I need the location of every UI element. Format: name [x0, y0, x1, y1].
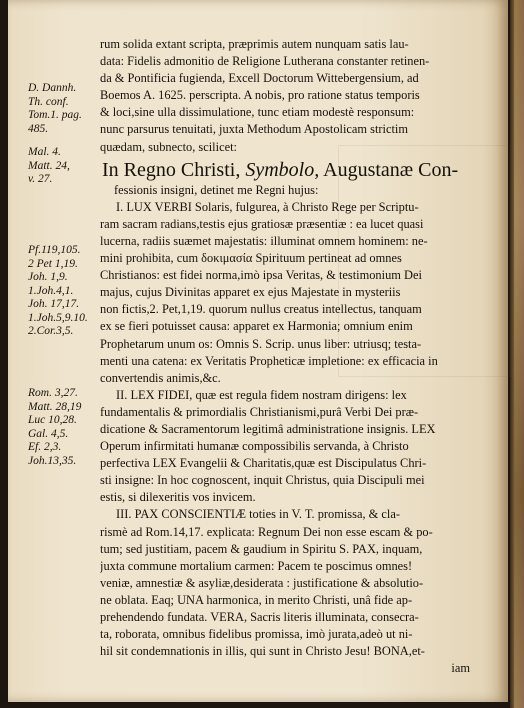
margin-ref: Tom.1. pag. [28, 109, 82, 121]
text-line: convertendis animis,&c. [100, 370, 221, 385]
text-line: I. LUX VERBI Solaris, fulgurea, à Christo Rege per Scriptu- [116, 199, 419, 214]
text-line: dicatione & Sacramentorum legitimâ administratione insignis. LEX [100, 421, 436, 436]
heading-continuation: fessionis insigni, detinet me Regni hujus: [114, 182, 319, 197]
text-line: hil sit condemnationis in illis, qui sunt in Christo Jesu! BONA,et- [100, 644, 425, 659]
section-pax-conscientiae [100, 506, 472, 660]
heading-prefix: In Regno Christi, [102, 158, 241, 181]
text-line: data: Fidelis admonitio de Religione Lutherana constanter retinen- [100, 54, 430, 69]
text-line: perfectiva LEX Evangelii & Charitatis,quæ est Discipulatus Chri- [100, 456, 427, 471]
catchword: iam [451, 661, 470, 676]
margin-ref: 1.Joh.4,1. [28, 284, 74, 297]
margin-ref: Matt. 28,19 [28, 400, 82, 413]
text-line: veniæ, amnestiæ & asyliæ,desiderata : justificatione & absolutio- [100, 575, 424, 590]
adjacent-page-edge [514, 0, 524, 708]
margin-notes-2 [28, 146, 98, 187]
text-line: Christianos: est fidei norma,imò ipsa Veritas, & testimonium Dei [100, 268, 422, 283]
text-line: juxta commune mortalium carmen: Pacem te poscimus omnes! [100, 558, 413, 573]
margin-notes-1 [28, 82, 98, 136]
margin-ref: D. Dannh. [28, 82, 77, 94]
section-heading [102, 158, 472, 182]
text-line: prehendendo fundata. VERA, Sacris literis illuminata, consecra- [100, 610, 419, 624]
text-line: ram sacram radians,testis ejus gratiosæ præsentiæ : ea lucet quasi [100, 216, 424, 231]
text-line: Operum infirmitati humanæ compossibilis servanda, à Christo [100, 439, 409, 454]
margin-ref: Gal. 4,5. [28, 427, 69, 440]
text-line: Boemos A. 1625. perscripta. A nobis, pro ratione status temporis [100, 88, 420, 103]
text-line: estis, si dilexeritis vos invicem. [100, 490, 256, 505]
section-lex-fidei [100, 387, 472, 507]
margin-ref: Rom. 3,27. [28, 387, 78, 399]
margin-ref: Matt. 24, [28, 159, 70, 172]
margin-ref: Th. conf. [28, 95, 69, 108]
margin-ref: Pf.119,105. [28, 244, 81, 256]
text-line: lucerna, radiis suæmet majestatis: illuminat omnem hominem: ne- [100, 233, 428, 248]
text-line: sti insigne: In hoc cognoscent, inquit Christus, quia Discipuli mei [100, 473, 425, 488]
text-line: menti una catena: ex Veritatis Propheticæ impletione: ex efficacia in [100, 353, 438, 368]
text-line: III. PAX CONSCIENTIÆ toties in V. T. promissa, & cla- [116, 507, 400, 522]
margin-ref: Joh. 1,9. [28, 271, 68, 283]
margin-ref: v. 27. [28, 173, 53, 185]
text-line: rum solida extant scripta, præprimis autem nunquam satis lau- [100, 37, 409, 51]
text-line: fundamentalis & primordialis Christianismi,purâ Verbi Dei præ- [100, 404, 419, 419]
text-line: mini prohibita, cum δοκιμασία Spirituum pertineat ad omnes [100, 251, 402, 266]
intro-paragraph [100, 36, 472, 156]
text-line: Prophetarum unum os: Omnis S. Scrip. unus liber: utriusq; testa- [100, 336, 422, 351]
text-line: ta, roborata, omnibus fidelibus promissa, imò jurata,adeò ut ni- [100, 627, 413, 642]
margin-ref: 2.Cor.3,5. [28, 325, 74, 337]
margin-ref: Joh.13,35. [28, 454, 77, 467]
margin-ref: 1.Joh.5,9.10. [28, 311, 88, 324]
margin-ref: 485. [28, 122, 49, 135]
main-text [100, 36, 472, 677]
text-line: non fictis,2. Pet,1,19. quorum nullus creatus intellectus, tanquam [100, 302, 422, 317]
text-line: da & Pontificia fugienda, Excell Doctorum Wittebergensium, ad [100, 71, 419, 86]
text-line: quædam, subnecto, scilicet: [100, 139, 237, 154]
text-line: ex se fieri potuisset causa: apparet ex Harmonia; omnium enim [100, 319, 413, 334]
margin-ref: Luc 10,28. [28, 414, 77, 426]
margin-ref: 2 Pet 1,19. [28, 257, 78, 270]
text-line: tum; sed justitiam, pacem & gaudium in Spiritu S. PAX, inquam, [100, 541, 423, 556]
section-lux-verbi [100, 199, 472, 387]
margin-notes-4 [28, 387, 98, 468]
margin-ref: Ef. 2,3. [28, 441, 62, 453]
margin-ref: Mal. 4. [28, 146, 61, 158]
text-line: ne oblata. Eaq; UNA harmonica, in merito Christi, unâ fide ap- [100, 592, 413, 607]
text-line: nunc parsurus tenuitati, juxta Methodum Apostolicam strictim [100, 122, 408, 137]
text-line: & loci,sine ulla dissimulatione, tunc etiam modestè responsum: [100, 105, 415, 120]
text-line: II. LEX FIDEI, quæ est regula fidem nostram dirigens: lex [116, 387, 407, 402]
text-line: majus, cujus Divinitas apparet ex ejus Majestate in mysteriis [100, 285, 401, 300]
heading-suffix: Augustanæ Con- [323, 158, 459, 181]
margin-notes-3 [28, 244, 98, 339]
text-line: rismè ad Rom.14,17. explicata: Regnum Dei non esse escam & po- [100, 524, 433, 539]
margin-ref: Joh. 17,17. [28, 298, 80, 310]
heading-symbol: Symbolo, [245, 158, 320, 181]
